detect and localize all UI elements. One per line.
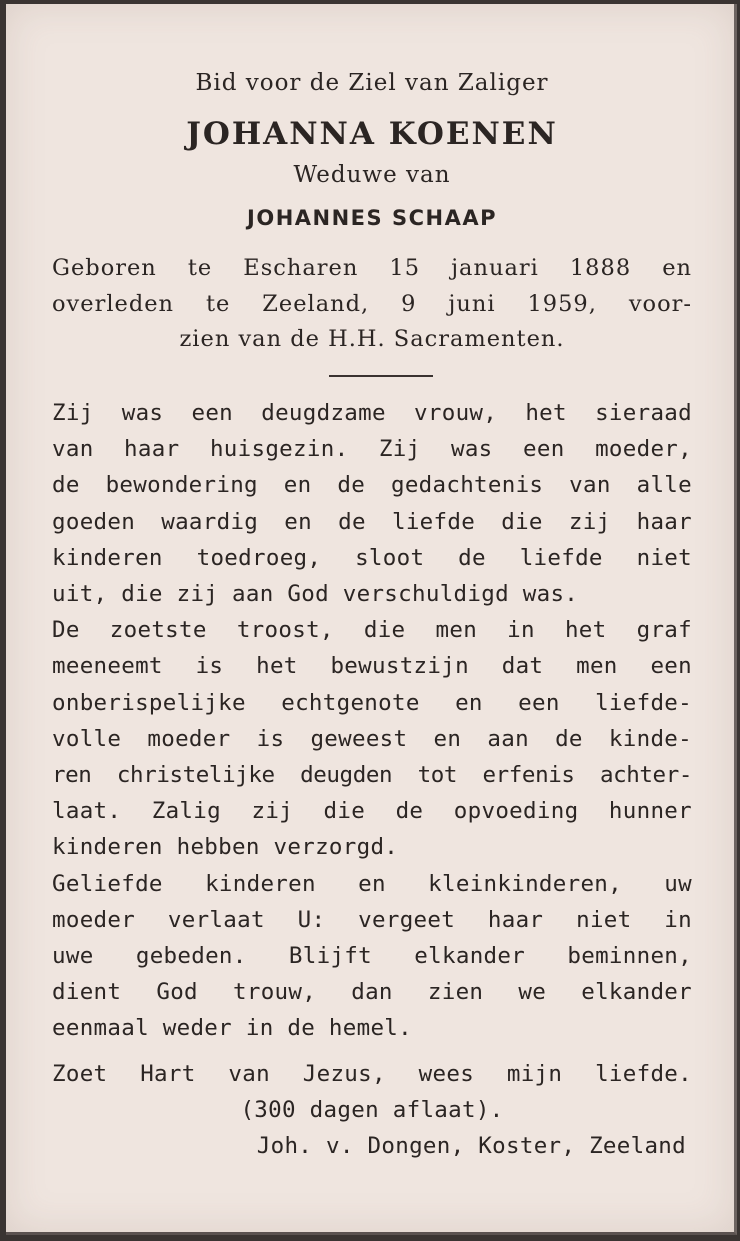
eulogy-line: meeneemt is het bewustzijn dat men een	[52, 653, 692, 680]
eulogy-line: moeder verlaat U: vergeet haar niet in	[52, 906, 692, 933]
eulogy-line: kinderen hebben verzorgd.	[52, 834, 399, 861]
eulogy-line: uit, die zij aan God verschuldigd was.	[52, 581, 579, 608]
eulogy-line: ren christelijke deugden tot erfenis achter-	[52, 762, 692, 789]
eulogy-line: eenmaal weder in de hemel.	[52, 1015, 412, 1042]
indulgence-text: (300 dagen aflaat).	[240, 1097, 504, 1123]
bio-line: overleden te Zeeland, 9 juni 1959, voor-	[52, 290, 692, 317]
eulogy-line: Geliefde kinderen en kleinkinderen, uw	[52, 870, 692, 897]
prayer-text: Zoet Hart van Jezus, wees mijn liefde.	[52, 1061, 692, 1087]
eulogy-line: van haar huisgezin. Zij was een moeder,	[52, 436, 692, 463]
invocation-text: Bid voor de Ziel van Zaliger	[195, 70, 549, 96]
eulogy-line: onberispelijke echtgenote en een liefde-	[52, 689, 692, 716]
eulogy-line: laat. Zalig zij die de opvoeding hunner	[52, 798, 692, 825]
husband-name: JOHANNES SCHAAP	[247, 206, 497, 230]
eulogy-line: kinderen toedroeg, sloot de liefde niet	[52, 544, 692, 571]
eulogy-text	[52, 395, 692, 1047]
biography	[52, 251, 692, 358]
eulogy-line: dient God trouw, dan zien we elkander	[52, 979, 692, 1006]
eulogy-line: De zoetste troost, die men in het graf	[52, 617, 692, 644]
memorial-card	[6, 4, 737, 1235]
eulogy-line: Zij was een deugdzame vrouw, het sieraad	[52, 400, 692, 426]
eulogy-line: volle moeder is geweest en aan de kinde-	[52, 725, 692, 752]
eulogy-line: goeden waardig en de liefde die zij haar	[52, 508, 692, 535]
divider-rule	[329, 375, 433, 377]
printer-credit: Joh. v. Dongen, Koster, Zeeland	[256, 1133, 686, 1159]
bio-line: Geboren te Escharen 15 januari 1888 en	[52, 255, 692, 281]
closing-section	[52, 1056, 692, 1164]
eulogy-line: uwe gebeden. Blijft elkander beminnen,	[52, 943, 692, 970]
eulogy-line: de bewondering en de gedachtenis van alle	[52, 472, 692, 499]
widow-of-text: Weduwe van	[293, 162, 451, 188]
bio-line: zien van de H.H. Sacramenten.	[179, 326, 565, 352]
deceased-name: JOHANNA KOENEN	[186, 116, 558, 152]
